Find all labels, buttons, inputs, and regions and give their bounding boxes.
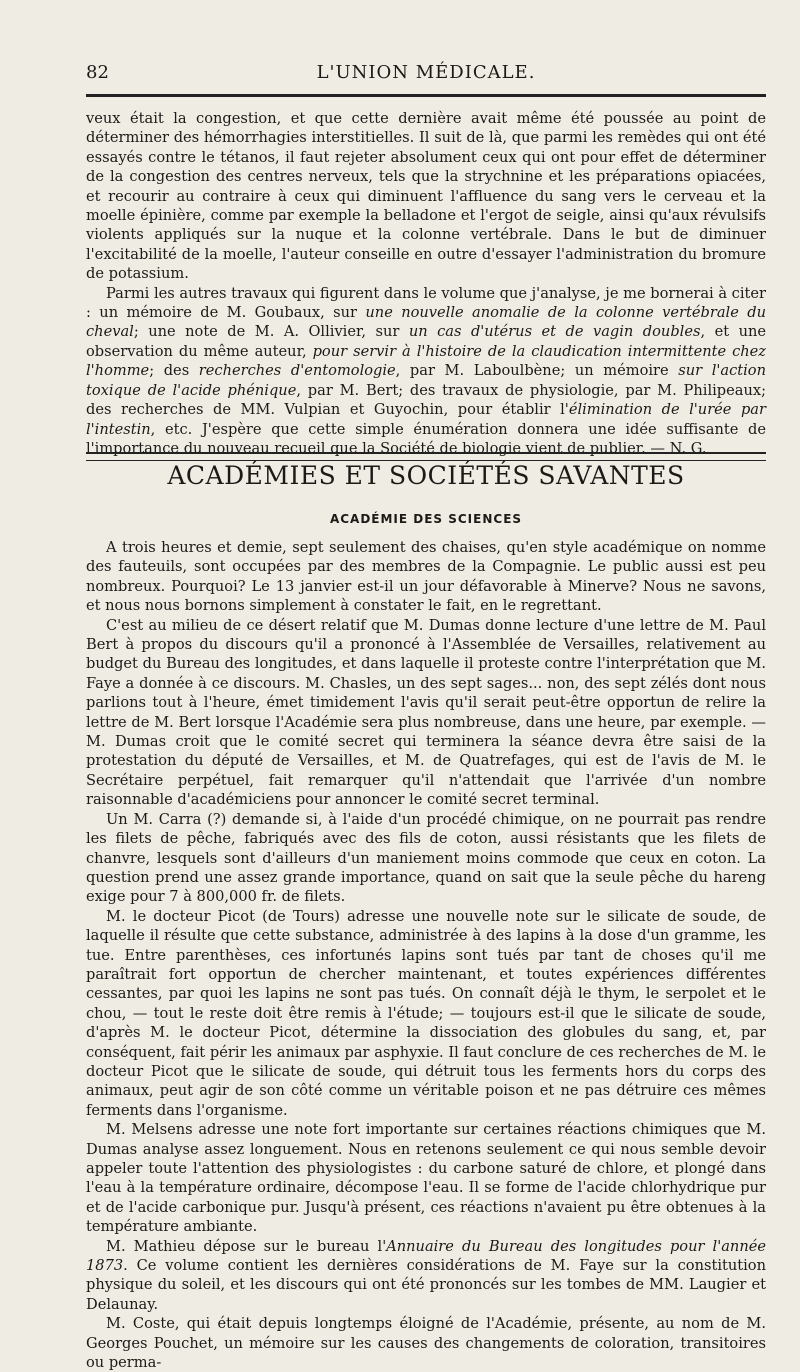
paragraph: Parmi les autres travaux qui figurent dans le volume que j'analyse, je me bornerai à citer : un mémoire de M. Goubaux, sur une nouvelle anomalie de la colonne vertébrale du cheval; une note de M. A. Ollivier, sur un cas d'utérus et de vagin doubles, et une observation du même auteur, pour servir à l'histoire de la claudication intermittente chez l'homme; des recherches d'entomologie, par M. Laboulbène; un mémoire sur l'action toxique de l'acide phénique, par M. Bert; des travaux de physiologie, par M. Philipeaux; des recherches de MM. Vulpian et Guyochin, pour établir l'élimination de l'urée par l'intestin, etc. J'espère que cette simple énumération donnera une idée suffisante de l'importance du nouveau recueil que la Société de biologie vient de publier. — N. G. xyxy=(86,284,767,457)
header-rule xyxy=(86,94,766,97)
paragraph: veux était la congestion, et que cette dernière avait même été poussée au point de déterminer des hémorrhagies interstitielles. Il suit de là, que parmi les remèdes qui ont été essayés contre le tétanos, il faut rejeter absolument ceux qui ont pour effet de déterminer de la congestion des centres nerveux, tels que la strychnine et les préparations opiacées, et recourir au contraire à ceux qui diminuent l'affluence du sang vers le cerveau et la moelle épinière, comme par exemple la belladone et l'ergot de seigle, ainsi qu'aux révulsifs violents appliqués sur la nuque et la colonne vertébrale. Dans le but de diminuer l'excitabilité de la moelle, l'auteur conseille en outre d'essayer l'administration du bromure de potassium. xyxy=(86,110,766,283)
author-signature: N. G. xyxy=(669,439,707,457)
section-divider xyxy=(86,452,766,461)
main-article xyxy=(86,538,766,1372)
paragraph: A trois heures et demie, sept seulement des chaises, qu'en style académique on nomme des fauteuils, sont occupées par des membres de la Compagnie. Le public aussi est peu nombreux. Pourquoi? Le 13 janvier est-il un jour défavorable à Minerve? Nous ne savons, et nous nous bornons simplement à constater le fait, en le regrettant. xyxy=(86,539,766,615)
page-number: 82 xyxy=(86,62,109,83)
journal-title: L'UNION MÉDICALE. xyxy=(316,62,536,83)
paragraph: C'est au milieu de ce désert relatif que M. Dumas donne lecture d'une lettre de M. Paul Bert à propos du discours qu'il a prononcé à l'Assemblée de Versailles, relativement au budget du Bureau des longitudes, et dans laquelle il proteste contre l'interprétation que M. Faye a donnée à ce discours. M. Chasles, un des sept sages... non, des sept zélés dont nous parlions tout à l'heure, émet timidement l'avis qu'il serait peut-être opportun de relire la lettre de M. Bert lorsque l'Académie sera plus nombreuse, dans une heure, par exemple. — M. Dumas croit que le comité secret qui terminera la séance devra être saisi de la protestation du député de Versailles, et M. de Quatrefages, qui est de l'avis de M. le Secrétaire perpétuel, fait remarquer qu'il n'attendait que l'arrivée d'un nombre raisonnable d'académiciens pour annoncer le comité secret terminal. xyxy=(86,616,766,809)
running-head xyxy=(86,60,766,90)
paragraph: M. Coste, qui était depuis longtemps éloigné de l'Académie, présente, au nom de M. Georges Pouchet, un mémoire sur les causes des changements de coloration, transitoires ou perma- xyxy=(86,1315,766,1372)
paragraph: M. le docteur Picot (de Tours) adresse une nouvelle note sur le silicate de soude, de laquelle il résulte que cette substance, administrée à des lapins à la dose d'un gramme, les tue. Entre parenthèses, ces infortunés lapins sont tués par tant de choses qu'il me paraîtrait fort opportun de chercher maintenant, et toutes expériences différentes cessantes, par quoi les lapins ne sont pas tués. On connaît déjà le thym, le serpolet et le chou, — tout le reste doit être remis à l'étude; — toujours est-il que le silicate de soude, d'après M. le docteur Picot, détermine la dissociation des globules du sang, et, par conséquent, fait périr les animaux par asphyxie. Il faut conclure de ces recherches de M. le docteur Picot que le silicate de soude, qui détruit tous les ferments hors du corps des animaux, peut agir de son côté comme un véritable poison et ne pas détruire ces mêmes ferments dans l'organisme. xyxy=(86,907,766,1119)
section-subheading: ACADÉMIE DES SCIENCES xyxy=(329,512,523,526)
top-article xyxy=(86,109,766,458)
section-title: ACADÉMIES ET SOCIÉTÉS SAVANTES xyxy=(167,461,685,490)
paragraph: M. Mathieu dépose sur le bureau l'Annuaire du Bureau des longitudes pour l'année 1873. Ce volume contient les dernières considérations de M. Faye sur la constitution physique du soleil, et les discours qui ont été prononcés sur les tombes de MM. Laugier et Delaunay. xyxy=(86,1237,766,1313)
paragraph: Un M. Carra (?) demande si, à l'aide d'un procédé chimique, on ne pourrait pas rendre les filets de pêche, fabriqués avec des fils de coton, aussi résistants que les filets de chanvre, lesquels sont d'ailleurs d'un maniement moins commode que ceux en coton. La question prend une assez grande importance, quand on sait que la seule pêche du hareng exige pour 7 à 800,000 fr. de filets. xyxy=(86,810,766,906)
paragraph: M. Melsens adresse une note fort importante sur certaines réactions chimiques que M. Dumas analyse assez longuement. Nous en retenons seulement ce qui nous semble devoir appeler toute l'attention des physiologistes : du carbone saturé de chlore, et plongé dans l'eau à la température ordinaire, décompose l'eau. Il se forme de l'acide chlorhydrique pur et de l'acide carbonique pur. Jusqu'à présent, ces réactions n'avaient pu être obtenues à la température ambiante. xyxy=(86,1121,766,1236)
